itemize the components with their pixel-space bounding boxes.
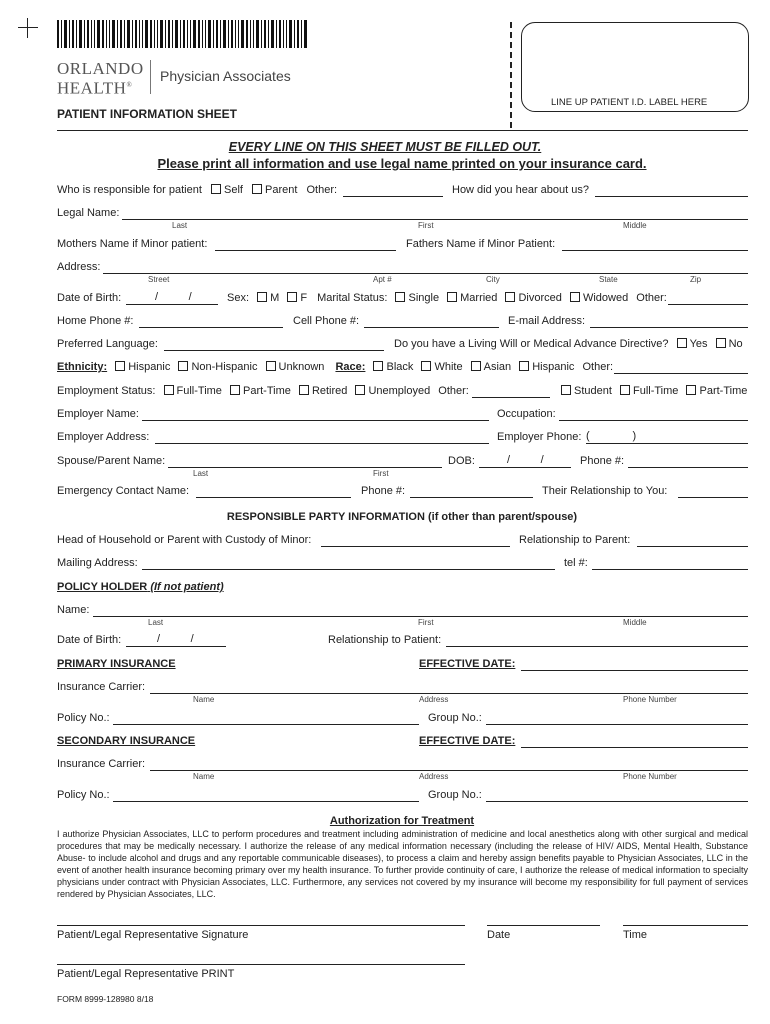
spouse-dob-slashes: / / xyxy=(507,454,544,466)
signature-field[interactable] xyxy=(57,925,465,926)
occupation-label: Occupation: xyxy=(497,408,556,420)
directive-yes-label: Yes xyxy=(689,338,708,350)
primary-name: Name xyxy=(193,695,215,704)
ethnicity-label: Ethnicity: xyxy=(57,361,108,373)
policy-holder-middle: Middle xyxy=(623,618,647,627)
ethnicity-hispanic-checkbox[interactable] xyxy=(115,361,125,371)
primary-phone: Phone Number xyxy=(623,695,677,704)
ethnicity-unknown-label: Unknown xyxy=(278,361,325,373)
policy-holder-name-label: Name: xyxy=(57,604,90,616)
directive-yes-checkbox[interactable] xyxy=(677,338,687,348)
primary-effective-label: EFFECTIVE DATE: xyxy=(419,658,516,670)
student-full-checkbox[interactable] xyxy=(620,385,630,395)
race-hispanic-label: Hispanic xyxy=(532,361,575,373)
employment-part-checkbox[interactable] xyxy=(230,385,240,395)
language-field[interactable] xyxy=(164,350,384,351)
dob-label: Date of Birth: xyxy=(57,292,122,304)
employer-name-field[interactable] xyxy=(142,420,489,421)
policy-holder-title: POLICY HOLDER xyxy=(57,581,148,593)
race-hispanic-checkbox[interactable] xyxy=(519,361,529,371)
employer-address-field[interactable] xyxy=(155,443,489,444)
employment-row xyxy=(57,385,469,397)
married-checkbox[interactable] xyxy=(447,292,457,302)
employment-full-label: Full-Time xyxy=(176,385,222,397)
rp-tel-field[interactable] xyxy=(592,569,748,570)
marital-other-field[interactable] xyxy=(668,304,748,305)
emergency-phone-label: Phone #: xyxy=(361,485,406,497)
rp-head-field[interactable] xyxy=(321,546,510,547)
rp-mailing-field[interactable] xyxy=(142,569,555,570)
employment-unemployed-label: Unemployed xyxy=(368,385,431,397)
single-checkbox[interactable] xyxy=(395,292,405,302)
secondary-name: Name xyxy=(193,772,215,781)
time-label: Time xyxy=(623,929,648,941)
rp-relationship-field[interactable] xyxy=(637,546,748,547)
print-name-label: Patient/Legal Representative PRINT xyxy=(57,968,235,980)
logo-divider xyxy=(150,60,151,94)
employer-phone-field[interactable] xyxy=(586,443,748,444)
employer-name-label: Employer Name: xyxy=(57,408,139,420)
mother-name-label: Mothers Name if Minor patient: xyxy=(57,238,208,250)
address-apt: Apt # xyxy=(373,275,392,284)
policy-holder-first: First xyxy=(418,618,434,627)
directive-label: Do you have a Living Will or Medical Advance Directive? xyxy=(394,338,669,350)
authorization-heading: Authorization for Treatment xyxy=(329,815,475,827)
secondary-effective-label: EFFECTIVE DATE: xyxy=(419,735,516,747)
signature-label: Patient/Legal Representative Signature xyxy=(57,929,249,941)
dashed-separator xyxy=(510,22,512,128)
legal-name-last: Last xyxy=(172,221,188,230)
policy-holder-last: Last xyxy=(148,618,164,627)
employment-full-checkbox[interactable] xyxy=(164,385,174,395)
policy-holder-relationship-label: Relationship to Patient: xyxy=(328,634,442,646)
authorization-text: I authorize Physician Associates, LLC to perform procedures and treatment including administration of medicine and local anesthetics along with other surgical and medical procedures that may be medically necessary. I authorize the release of any medical information necessary (including the release of HIV/ AIDS, Mental Health, Substance Abuse- to include alcohol and drugs and any reportable communicable diseases), to process a claim and hereby assign benefits payable to Physician Associates, LLC in the event of another health insurance becoming primary over my health insurance. To further provide continuity of care, I authorize the release of medical information to specialty physicians under contract with Physician Associates, LLC. Furthermore, any services not covered by my insurance will become my responsibility for full payment of services rendered by Physician Associates, LLC. xyxy=(57,829,748,899)
responsible-other-label: Other: xyxy=(306,184,338,196)
policy-holder-name-field[interactable] xyxy=(93,616,748,617)
sheet-title: PATIENT INFORMATION SHEET xyxy=(57,107,237,121)
divorced-checkbox[interactable] xyxy=(505,292,515,302)
race-other-label: Other: xyxy=(582,361,614,373)
ethnicity-non-hispanic-checkbox[interactable] xyxy=(178,361,188,371)
address-city: City xyxy=(486,275,500,284)
widowed-label: Widowed xyxy=(582,292,629,304)
logo-top: ORLANDO xyxy=(57,59,144,78)
directive-no-checkbox[interactable] xyxy=(716,338,726,348)
policy-holder-dob-slashes: / / xyxy=(157,633,194,645)
policy-holder-dob-label: Date of Birth: xyxy=(57,634,122,646)
secondary-address: Address xyxy=(419,772,449,781)
registration-mark xyxy=(18,18,38,38)
sex-f-checkbox[interactable] xyxy=(287,292,297,302)
policy-holder-note: (If not patient) xyxy=(150,581,224,593)
responsible-label: Who is responsible for patient xyxy=(57,184,202,196)
student-row xyxy=(561,385,747,397)
policy-holder-relationship-field[interactable] xyxy=(446,646,748,647)
father-name-label: Fathers Name if Minor Patient: xyxy=(406,238,556,250)
sex-f-label: F xyxy=(300,292,308,304)
sex-marital-row xyxy=(227,292,667,304)
id-label-caption: LINE UP PATIENT I.D. LABEL HERE xyxy=(551,97,708,108)
secondary-group-field[interactable] xyxy=(486,801,748,802)
race-asian-label: Asian xyxy=(483,361,512,373)
primary-policy-label: Policy No.: xyxy=(57,712,110,724)
race-white-label: White xyxy=(434,361,463,373)
secondary-carrier-field[interactable] xyxy=(150,770,748,771)
marital-label: Marital Status: xyxy=(317,292,388,304)
notice-line-2: Please print all information and use legal name printed on your insurance card. xyxy=(157,156,647,171)
address-field[interactable] xyxy=(103,273,748,274)
single-label: Single xyxy=(408,292,440,304)
emergency-relationship-field[interactable] xyxy=(678,497,748,498)
ethnicity-hispanic-label: Hispanic xyxy=(128,361,171,373)
race-other-field[interactable] xyxy=(614,373,748,374)
legal-name-middle: Middle xyxy=(623,221,647,230)
student-label: Student xyxy=(574,385,612,397)
emergency-relationship-label: Their Relationship to You: xyxy=(542,485,668,497)
race-black-label: Black xyxy=(386,361,414,373)
race-asian-checkbox[interactable] xyxy=(471,361,481,371)
self-checkbox[interactable] xyxy=(211,184,221,194)
directive-no-label: No xyxy=(728,338,743,350)
brand-name: Physician Associates xyxy=(160,68,291,84)
hear-label: How did you hear about us? xyxy=(452,184,589,196)
married-label: Married xyxy=(460,292,498,304)
responsible-other-field[interactable] xyxy=(343,196,443,197)
top-rule xyxy=(57,130,748,131)
employer-phone-format: ( ) xyxy=(586,430,637,442)
ethnicity-row xyxy=(57,361,613,373)
student-part-checkbox[interactable] xyxy=(686,385,696,395)
address-zip: Zip xyxy=(690,275,702,284)
student-part-label: Part-Time xyxy=(699,385,748,397)
occupation-field[interactable] xyxy=(559,420,748,421)
cell-phone-field[interactable] xyxy=(364,327,499,328)
legal-name-label: Legal Name: xyxy=(57,207,120,219)
rp-head-label: Head of Household or Parent with Custody of Minor: xyxy=(57,534,312,546)
employment-retired-checkbox[interactable] xyxy=(299,385,309,395)
date-label: Date xyxy=(487,929,511,941)
employer-phone-label: Employer Phone: xyxy=(497,431,582,443)
secondary-heading: SECONDARY INSURANCE xyxy=(57,735,196,747)
divorced-label: Divorced xyxy=(518,292,562,304)
secondary-policy-field[interactable] xyxy=(113,801,419,802)
dob-field[interactable] xyxy=(126,304,218,305)
spouse-last: Last xyxy=(193,469,209,478)
address-label: Address: xyxy=(57,261,101,273)
form-number: FORM 8999-128980 8/18 xyxy=(57,994,154,1004)
dob-slashes: / / xyxy=(155,291,192,303)
address-state: State xyxy=(599,275,618,284)
rp-relationship-label: Relationship to Parent: xyxy=(519,534,631,546)
student-full-label: Full-Time xyxy=(632,385,679,397)
ethnicity-non-hispanic-label: Non-Hispanic xyxy=(191,361,258,373)
employment-other-label: Other: xyxy=(438,385,469,397)
emergency-name-field[interactable] xyxy=(196,497,351,498)
mother-name-field[interactable] xyxy=(215,250,396,251)
secondary-effective-field[interactable] xyxy=(521,747,748,748)
employment-retired-label: Retired xyxy=(311,385,348,397)
spouse-name-field[interactable] xyxy=(168,467,442,468)
employer-address-label: Employer Address: xyxy=(57,431,150,443)
logo-orlando-health xyxy=(57,60,144,97)
parent-label: Parent xyxy=(265,184,298,196)
logo-bottom: HEALTH® xyxy=(57,78,133,98)
sex-m-checkbox[interactable] xyxy=(257,292,267,302)
employment-part-label: Part-Time xyxy=(243,385,291,397)
email-field[interactable] xyxy=(590,327,748,328)
race-white-checkbox[interactable] xyxy=(421,361,431,371)
employment-other-field[interactable] xyxy=(472,397,550,398)
language-label: Preferred Language: xyxy=(57,338,158,350)
race-label: Race: xyxy=(335,361,366,373)
self-label: Self xyxy=(223,184,243,196)
student-checkbox[interactable] xyxy=(561,385,571,395)
legal-name-first: First xyxy=(418,221,434,230)
legal-name-field[interactable] xyxy=(122,219,748,220)
time-field[interactable] xyxy=(623,925,748,926)
primary-group-label: Group No.: xyxy=(428,712,482,724)
emergency-name-label: Emergency Contact Name: xyxy=(57,485,190,497)
print-name-field[interactable] xyxy=(57,964,465,965)
spouse-phone-field[interactable] xyxy=(628,467,748,468)
secondary-policy-label: Policy No.: xyxy=(57,789,110,801)
email-label: E-mail Address: xyxy=(508,315,586,327)
cell-phone-label: Cell Phone #: xyxy=(293,315,360,327)
policy-holder-heading xyxy=(57,581,224,593)
ethnicity-unknown-checkbox[interactable] xyxy=(266,361,276,371)
primary-carrier-field[interactable] xyxy=(150,693,748,694)
employment-label: Employment Status: xyxy=(57,385,156,397)
spouse-dob-field[interactable] xyxy=(479,467,571,468)
policy-holder-dob-field[interactable] xyxy=(126,646,226,647)
secondary-phone: Phone Number xyxy=(623,772,677,781)
barcode xyxy=(57,20,309,48)
secondary-group-label: Group No.: xyxy=(428,789,482,801)
employment-unemployed-checkbox[interactable] xyxy=(355,385,365,395)
sex-m-label: M xyxy=(270,292,280,304)
father-name-field[interactable] xyxy=(562,250,748,251)
spouse-name-label: Spouse/Parent Name: xyxy=(57,455,166,467)
rp-heading: RESPONSIBLE PARTY INFORMATION (if other than parent/spouse) xyxy=(226,511,578,523)
spouse-first: First xyxy=(373,469,389,478)
primary-carrier-label: Insurance Carrier: xyxy=(57,681,146,693)
primary-group-field[interactable] xyxy=(486,724,748,725)
race-black-checkbox[interactable] xyxy=(373,361,383,371)
emergency-phone-field[interactable] xyxy=(410,497,533,498)
parent-checkbox[interactable] xyxy=(252,184,262,194)
primary-effective-field[interactable] xyxy=(521,670,748,671)
sex-label: Sex: xyxy=(227,292,250,304)
responsible-row xyxy=(57,184,337,196)
address-street: Street xyxy=(148,275,170,284)
hear-field[interactable] xyxy=(595,196,748,197)
spouse-phone-label: Phone #: xyxy=(580,455,625,467)
primary-policy-field[interactable] xyxy=(113,724,419,725)
primary-heading: PRIMARY INSURANCE xyxy=(57,658,176,670)
directive-row xyxy=(394,338,743,350)
widowed-checkbox[interactable] xyxy=(570,292,580,302)
home-phone-label: Home Phone #: xyxy=(57,315,134,327)
spouse-dob-label: DOB: xyxy=(448,455,475,467)
secondary-carrier-label: Insurance Carrier: xyxy=(57,758,146,770)
rp-mailing-label: Mailing Address: xyxy=(57,557,138,569)
home-phone-field[interactable] xyxy=(139,327,283,328)
marital-other-label: Other: xyxy=(636,292,667,304)
notice-line-1: EVERY LINE ON THIS SHEET MUST BE FILLED OUT. xyxy=(228,140,542,154)
primary-address: Address xyxy=(419,695,449,704)
rp-tel-label: tel #: xyxy=(564,557,588,569)
date-field[interactable] xyxy=(487,925,600,926)
